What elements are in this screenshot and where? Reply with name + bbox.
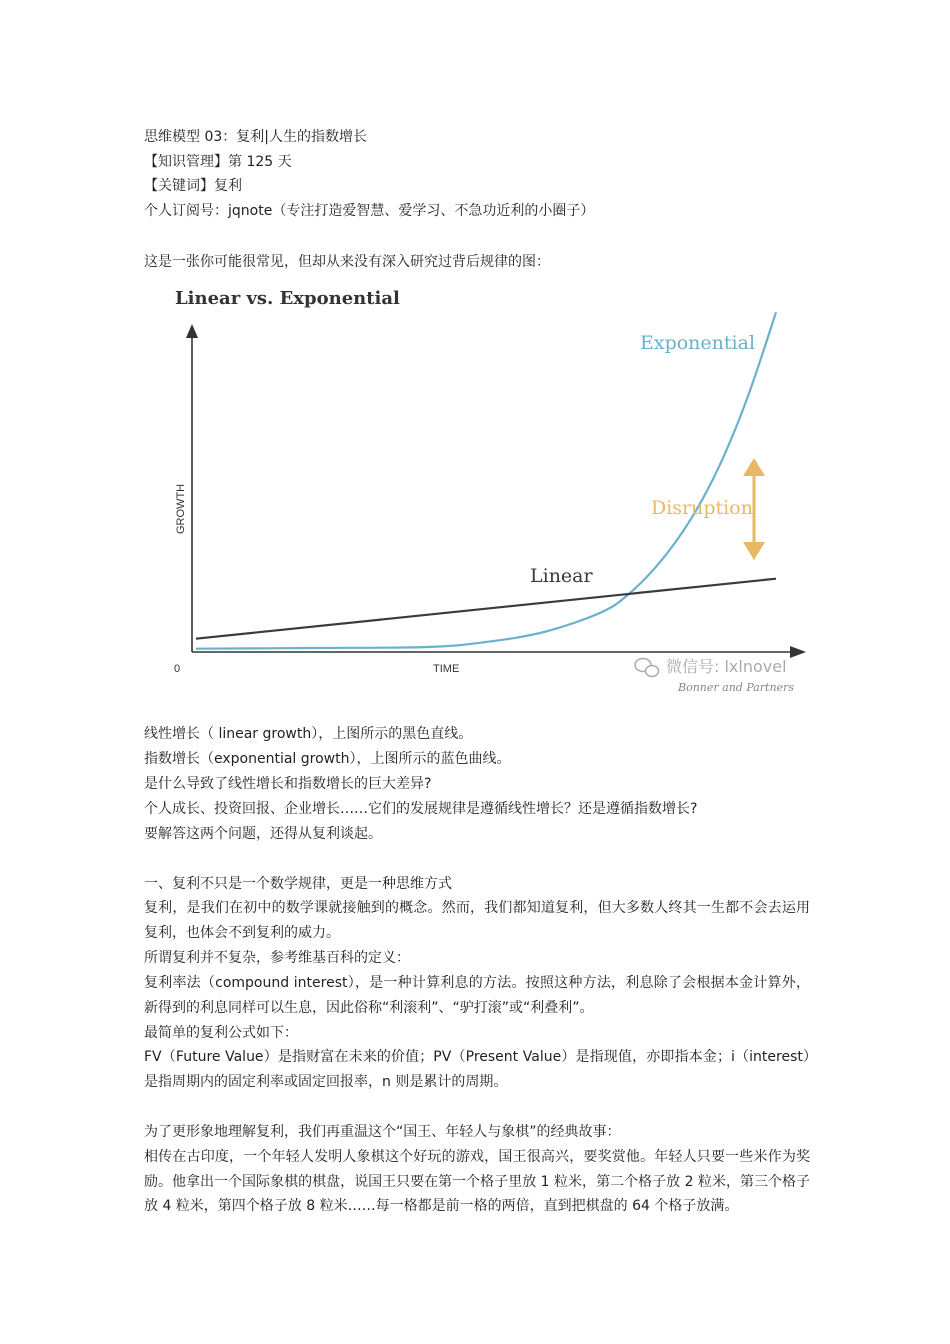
chart-title: Linear vs. Exponential — [175, 288, 400, 309]
body-line-1: 线性增长（ linear growth），上图所示的黑色直线。 — [144, 726, 473, 742]
header-title: 思维模型 03：复利|人生的指数增长 — [144, 129, 367, 145]
knowledge-day: 【知识管理】第 125 天 — [144, 154, 292, 170]
section-title: 一、复利不只是一个数学规律，更是一种思维方式 — [144, 876, 452, 892]
body-line-5: 要解答这两个问题，还得从复利谈起。 — [144, 826, 382, 842]
disruption-label: Disruption — [651, 497, 753, 519]
y-axis-label: GROWTH — [175, 483, 187, 534]
body-line-2: 指数增长（exponential growth），上图所示的蓝色曲线。 — [144, 751, 511, 767]
linear-series-label: Linear — [530, 565, 593, 587]
paragraph-compound-definition: 复利率法（compound interest），是一种计算利息的方法。按照这种方法，利息除了会根据本金计算外，新得到的利息同样可以生息，因此俗称“利滚利”、“驴打滚”或“利叠利”。 — [144, 975, 810, 1016]
paragraph-formula-intro: 最简单的复利公式如下： — [144, 1025, 298, 1041]
chart-credit: Bonner and Partners — [678, 681, 794, 694]
chart-svg — [170, 284, 810, 696]
exponential-series-label: Exponential — [640, 332, 756, 354]
body-line-4: 个人成长、投资回报、企业增长……它们的发展规律是遵循线性增长？还是遵循指数增长? — [144, 801, 698, 817]
paragraph-compound-concept: 复利，是我们在初中的数学课就接触到的概念。然而，我们都知道复利，但大多数人终其一生都不会去运用复利，也体会不到复利的威力。 — [144, 900, 810, 941]
paragraph-wiki-intro: 所谓复利并不复杂，参考维基百科的定义： — [144, 950, 410, 966]
watermark-text: 微信号: lxlnovel — [666, 657, 787, 676]
origin-label: 0 — [174, 663, 181, 675]
subscription: 个人订阅号：jqnote（专注打造爱智慧、爱学习、不急功近利的小圈子） — [144, 203, 595, 219]
body-line-3: 是什么导致了线性增长和指数增长的巨大差异? — [144, 776, 432, 792]
intro-text: 这是一张你可能很常见，但却从来没有深入研究过背后规律的图： — [144, 254, 550, 270]
keywords: 【关键词】复利 — [144, 178, 242, 194]
paragraph-story-intro: 为了更形象地理解复利，我们再重温这个“国王、年轻人与象棋”的经典故事： — [144, 1124, 621, 1140]
x-axis-label: TIME — [433, 663, 460, 675]
linear-vs-exponential-chart — [170, 284, 810, 696]
paragraph-formula-explain: FV（Future Value）是指财富在未来的价值；PV（Present Value）是指现值，亦即指本金；i（interest）是指周期内的固定利率或固定回报率，n 则是累计的周期。 — [144, 1049, 810, 1090]
paragraph-chess-story: 相传在古印度，一个年轻人发明人象棋这个好玩的游戏，国王很高兴，要奖赏他。年轻人只要一些米作为奖励。他拿出一个国际象棋的棋盘，说国王只要在第一个格子里放 1 粒米，第二个格子放 2 粒米，第三个格子放 4 粒米，第四个格子放 8 粒米……每一格都是前一格的两倍，直到把棋盘的 64 个格子放满。 — [144, 1149, 810, 1215]
